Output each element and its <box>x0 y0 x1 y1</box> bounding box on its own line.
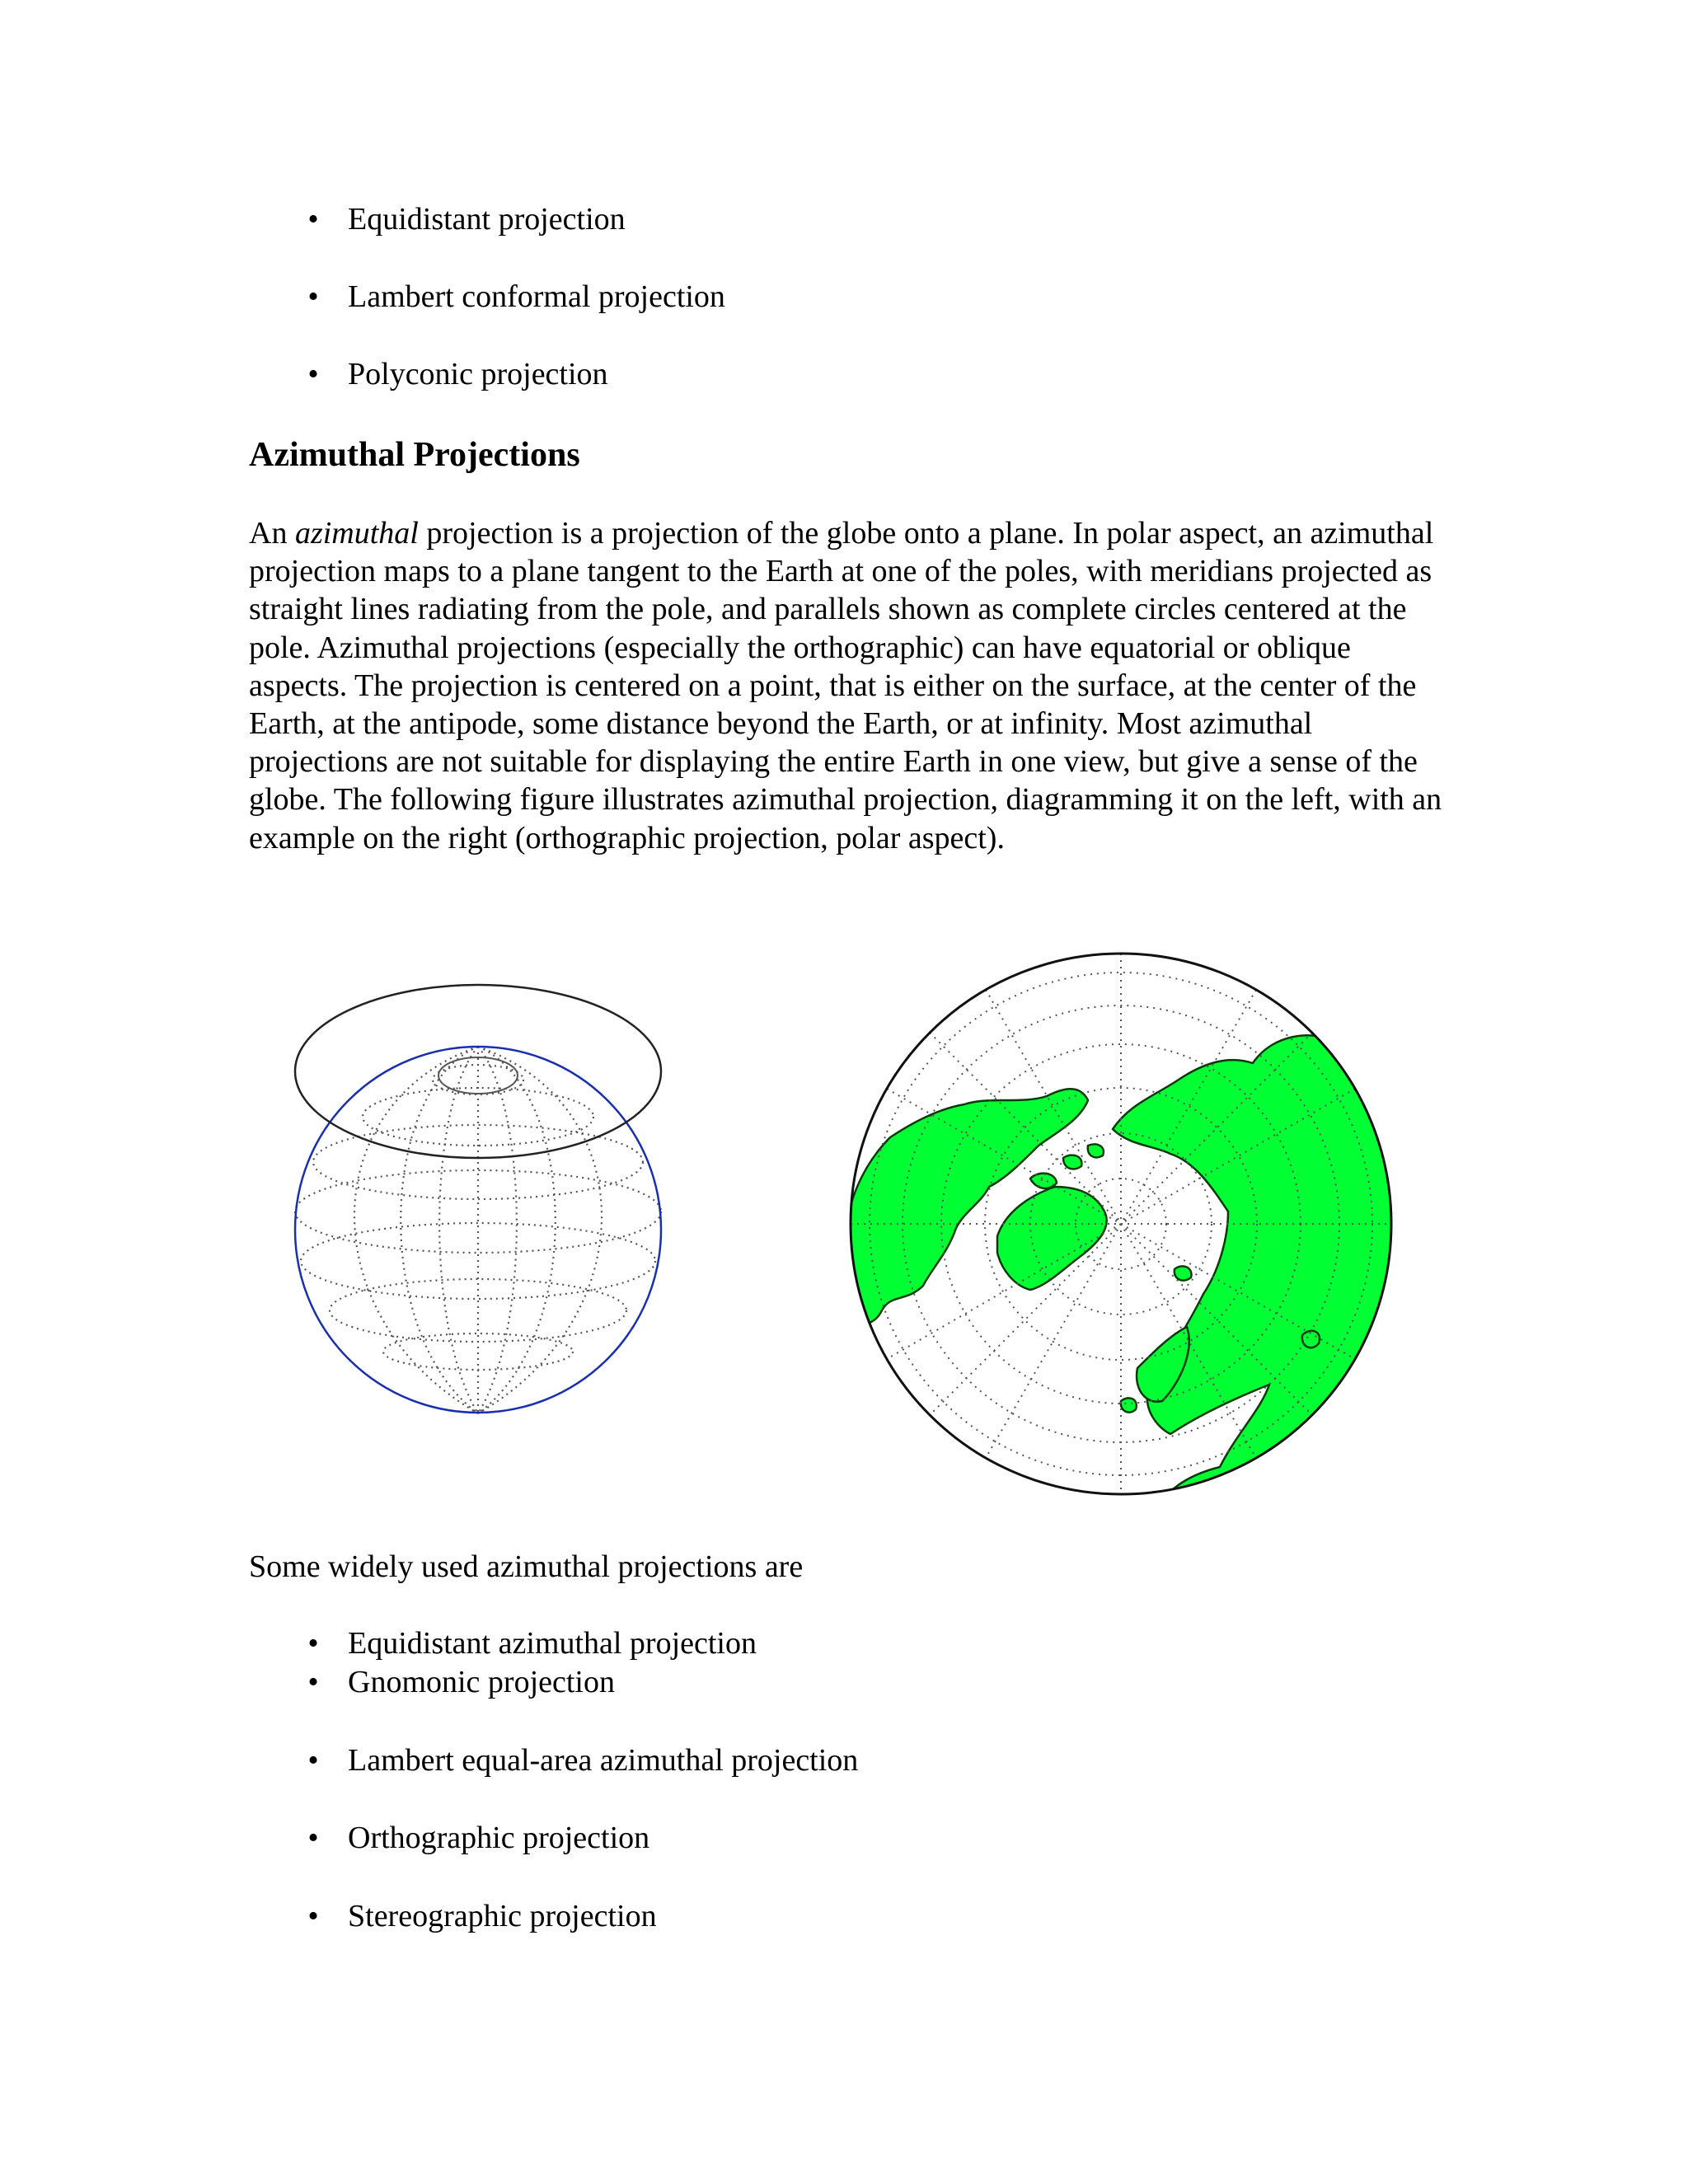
globe-diagram-grid <box>295 1047 661 1413</box>
paragraph-emphasis: azimuthal <box>294 516 419 551</box>
bullet-marker: • <box>307 202 319 237</box>
bullet-marker: • <box>307 1821 319 1855</box>
list-item-text: Equidistant projection <box>348 202 626 237</box>
projection-diagram <box>280 940 676 1434</box>
list-item-text: Stereographic projection <box>348 1899 657 1933</box>
bullet-marker: • <box>307 357 319 391</box>
globe-outline <box>295 1047 661 1413</box>
bullet-marker: • <box>307 1743 319 1778</box>
list-item-text: Lambert conformal projection <box>348 279 725 314</box>
bullet-marker: • <box>307 1899 319 1933</box>
orthographic-map <box>841 940 1418 1508</box>
list-intro: Some widely used azimuthal projections are <box>249 1549 804 1584</box>
bullet-marker: • <box>307 1626 319 1661</box>
azimuthal-projection-figure <box>0 940 1688 1516</box>
list-item-text: Lambert equal-area azimuthal projection <box>348 1743 859 1778</box>
list-item-text: Equidistant azimuthal projection <box>348 1626 757 1661</box>
bullet-marker: • <box>307 279 319 314</box>
list-item-text: Polyconic projection <box>348 357 608 391</box>
bullet-marker: • <box>307 1665 319 1699</box>
list-item-text: Gnomonic projection <box>348 1665 615 1699</box>
body-paragraph <box>249 514 1452 857</box>
list-item-text: Orthographic projection <box>348 1821 650 1855</box>
paragraph-body: projection is a projection of the globe onto a plane. In polar aspect, an azimuthal projection maps to a plane tangent to the Earth at one of the poles, with meridians projected as straight lines radiating from the pole, and parallels shown as complete circles centered at the pole. Azimuthal projections (especially the orthographic) can have equatorial or oblique aspects. The projection is centered on a point, that is either on the surface, at the center of the Earth, at the antipode, some distance beyond the Earth, or at infinity. Most azimuthal projections are not suitable for displaying the entire Earth in one view, but give a sense of the globe. The following figure illustrates azimuthal projection, diagramming it on the left, with an example on the right (orthographic projection, polar aspect). <box>249 516 1442 855</box>
section-heading: Azimuthal Projections <box>249 436 580 474</box>
paragraph-lead: An <box>249 516 295 551</box>
